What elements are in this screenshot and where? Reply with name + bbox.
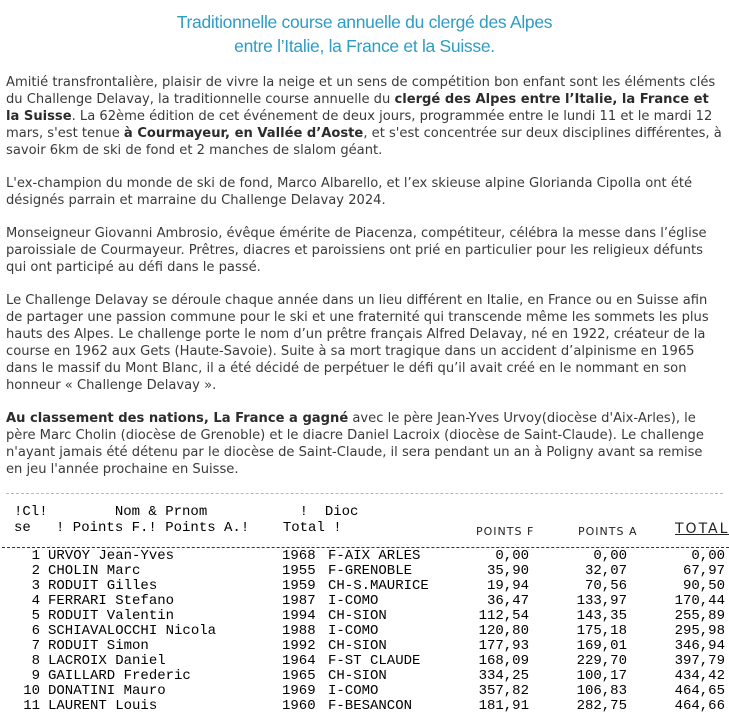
cell-total: 434,42 <box>674 668 725 684</box>
cell-year: 1959 <box>282 578 316 594</box>
cell-points-f: 112,54 <box>478 608 529 624</box>
cell-year: 1969 <box>282 683 316 699</box>
cell-rank: 2 <box>31 563 40 579</box>
cell-points-a: 106,83 <box>576 683 627 699</box>
cell-total: 397,79 <box>674 653 725 669</box>
cell-name: SCHIAVALOCCHI Nicola <box>48 623 217 639</box>
cell-name: LAURENT Louis <box>48 698 158 714</box>
cell-points-a: 100,17 <box>576 668 627 684</box>
table-row <box>0 639 729 654</box>
cell-points-a: 133,97 <box>576 593 627 609</box>
cell-diocese: F-ST CLAUDE <box>328 653 421 669</box>
cell-points-a: 229,70 <box>576 653 627 669</box>
cell-total: 464,65 <box>674 683 725 699</box>
cell-points-f: 0,00 <box>495 548 529 564</box>
cell-rank: 11 <box>23 698 40 714</box>
cell-points-a: 169,01 <box>576 638 627 654</box>
separator <box>6 493 723 494</box>
table-row <box>0 699 729 714</box>
cell-rank: 4 <box>31 593 40 609</box>
handwritten-total: TOTAL <box>675 521 729 537</box>
subtitle-line-2: entre l’Italie, la France et la Suisse. <box>234 36 495 56</box>
table-row <box>0 624 729 639</box>
cell-points-a: 70,56 <box>584 578 627 594</box>
cell-rank: 10 <box>23 683 40 699</box>
cell-points-f: 357,82 <box>478 683 529 699</box>
cell-rank: 5 <box>31 608 40 624</box>
cell-points-a: 282,75 <box>576 698 627 714</box>
cell-points-f: 35,90 <box>486 563 529 579</box>
cell-diocese: CH-SION <box>328 608 387 624</box>
cell-points-f: 19,94 <box>486 578 529 594</box>
cell-points-a: 143,35 <box>576 608 627 624</box>
cell-total: 0,00 <box>691 548 725 564</box>
cell-points-a: 175,18 <box>576 623 627 639</box>
paragraph-intro: Amitié transfrontalière, plaisir de vivre la neige et un sens de compétition bon enfant sont les éléments clés du Challenge Delavay, la traditionnelle course annuelle du clergé des Alpes entre l’Italie, la France et la Suisse. La 62ème édition de cet événement de deux jours, programmée entre le lundi 11 et le mardi 12 mars, s'est tenue à Courmayeur, en Vallée d’Aoste, et s'est concentrée sur deux disciplines différentes, à savoir 6km de ski de fond et 2 manches de slalom géant. <box>6 75 722 158</box>
cell-points-f: 177,93 <box>478 638 529 654</box>
paragraph-nations: Au classement des nations, La France a gagné avec le père Jean-Yves Urvoy(diocèse d'Aix-Arles), le père Marc Cholin (diocèse de Grenoble) et le diacre Daniel Lacroix (diocèse de Saint-Claude). Le challenge n'ayant jamais été détenu par le diocèse de Saint-Claude, il sera pendant un an à Poligny avant sa remise en jeu l'année prochaine en Suisse. <box>6 411 704 477</box>
cell-diocese: F-AIX ARLES <box>328 548 421 564</box>
cell-name: LACROIX Daniel <box>48 653 166 669</box>
cell-diocese: I-COMO <box>328 593 379 609</box>
cell-rank: 8 <box>31 653 40 669</box>
cell-diocese: I-COMO <box>328 683 379 699</box>
table-row <box>0 594 729 609</box>
cell-total: 67,97 <box>682 563 725 579</box>
cell-rank: 9 <box>31 668 40 684</box>
table-row <box>0 654 729 669</box>
paragraph-history: Le Challenge Delavay se déroule chaque année dans un lieu différent en Italie, en France ou en Suisse afin de partager une passion commune pour le ski et une fraternité qui transcende même les sommets les plus hauts des Alpes. Le challenge porte le nom d’un prêtre français Alfred Delavay, né en 1922, créateur de la course en 1962 aux Gets (Haute-Savoie). Suite à sa mort tragique dans un accident d’alpinisme en 1965 dans le massif du Mont Blanc, il a été décidé de perpétuer le défi qu’il avait créé en le nommant en son honneur « Challenge Delavay ». <box>6 293 709 393</box>
cell-year: 1965 <box>282 668 316 684</box>
cell-total: 464,66 <box>674 698 725 714</box>
cell-total: 170,44 <box>674 593 725 609</box>
bold-clergy: clergé des Alpes entre l’Italie, la France et la Suisse <box>6 92 709 124</box>
table-header-line-1: !Cl! Nom & Prnom ! Dioc <box>14 504 359 520</box>
cell-name: RODUIT Valentin <box>48 608 175 624</box>
cell-rank: 3 <box>31 578 40 594</box>
cell-points-f: 168,09 <box>478 653 529 669</box>
cell-name: GAILLARD Frederic <box>48 668 191 684</box>
cell-name: CHOLIN Marc <box>48 563 141 579</box>
cell-total: 90,50 <box>682 578 725 594</box>
cell-rank: 6 <box>31 623 40 639</box>
table-header-line-2: se ! Points F.! Points A.! Total ! <box>14 520 342 536</box>
cell-points-a: 0,00 <box>593 548 627 564</box>
cell-name: DONATINI Mauro <box>48 683 166 699</box>
cell-year: 1994 <box>282 608 316 624</box>
cell-year: 1960 <box>282 698 316 714</box>
cell-points-f: 181,91 <box>478 698 529 714</box>
cell-name: FERRARI Stefano <box>48 593 175 609</box>
table-row <box>0 609 729 624</box>
table-row <box>0 684 729 699</box>
table-row <box>0 579 729 594</box>
article-body <box>6 74 722 494</box>
cell-rank: 7 <box>31 638 40 654</box>
cell-total: 346,94 <box>674 638 725 654</box>
table-row <box>0 564 729 579</box>
cell-points-f: 334,25 <box>478 668 529 684</box>
cell-year: 1992 <box>282 638 316 654</box>
cell-diocese: CH-SION <box>328 668 387 684</box>
cell-diocese: CH-S.MAURICE <box>328 578 429 594</box>
handwritten-points-a: POINTS A <box>578 525 638 538</box>
cell-rank: 1 <box>31 548 40 564</box>
results-table <box>0 502 729 725</box>
cell-points-a: 32,07 <box>584 563 627 579</box>
cell-points-f: 36,47 <box>486 593 529 609</box>
bold-location: à Courmayeur, en Vallée d’Aoste <box>123 126 364 141</box>
cell-name: URVOY Jean-Yves <box>48 548 175 564</box>
paragraph-sponsors: L'ex-champion du monde de ski de fond, Marco Albarello, et l’ex skieuse alpine Glorianda Cipolla ont été désignés parrain et marraine du Challenge Delavay 2024. <box>6 176 693 208</box>
paragraph-mass: Monseigneur Giovanni Ambrosio, évêque émérite de Piacenza, compétiteur, célébra la messe dans l’église paroissiale de Courmayeur. Prêtres, diacres et paroissiens ont prié en particulier pour les religieux défunts qui ont participé au défi dans le passé. <box>6 226 707 275</box>
cell-name: RODUIT Simon <box>48 638 149 654</box>
cell-diocese: F-BESANCON <box>328 698 413 714</box>
cell-year: 1987 <box>282 593 316 609</box>
cell-diocese: I-COMO <box>328 623 379 639</box>
cell-name: RODUIT Gilles <box>48 578 158 594</box>
subtitle-line-1: Traditionnelle course annuelle du clergé des Alpes <box>176 12 553 32</box>
cell-diocese: CH-SION <box>328 638 387 654</box>
cell-year: 1968 <box>282 548 316 564</box>
cell-diocese: F-GRENOBLE <box>328 563 413 579</box>
cell-year: 1964 <box>282 653 316 669</box>
article-subtitle <box>0 10 729 58</box>
cell-year: 1988 <box>282 623 316 639</box>
table-row <box>0 669 729 684</box>
cell-points-f: 120,80 <box>478 623 529 639</box>
handwritten-points-f: POINTS F <box>476 525 535 538</box>
bold-nations: Au classement des nations, La France a gagné <box>6 411 349 426</box>
cell-total: 295,98 <box>674 623 725 639</box>
cell-year: 1955 <box>282 563 316 579</box>
table-row <box>0 549 729 564</box>
cell-total: 255,89 <box>674 608 725 624</box>
